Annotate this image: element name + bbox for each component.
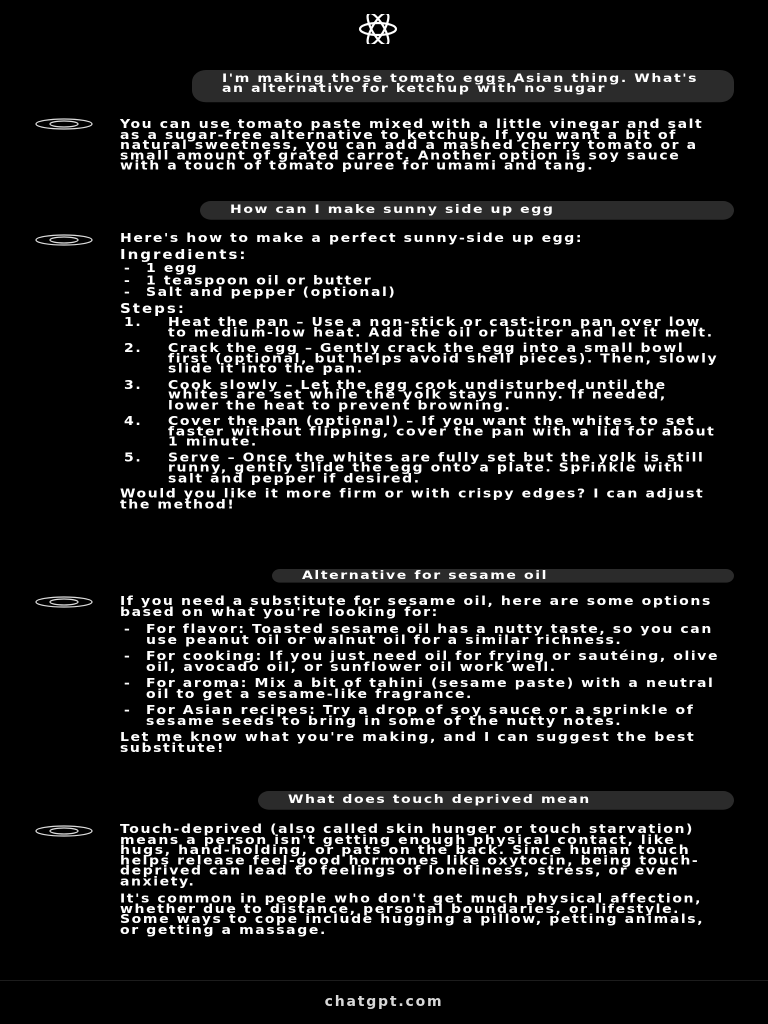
- openai-logo-icon: [330, 14, 426, 44]
- list-item: [120, 676, 720, 701]
- list-item: [120, 315, 720, 340]
- assistant-message: [120, 822, 720, 938]
- user-message-text: How can I make sunny side up egg: [230, 202, 555, 217]
- list-item: [120, 377, 720, 413]
- step-number: 1.: [124, 315, 143, 330]
- list-item: - Salt and pepper (optional): [120, 288, 720, 298]
- step-number: 2.: [124, 341, 143, 356]
- assistant-message: [120, 117, 720, 174]
- step-text: – Once the whites are fully set but the yolk is still runny, gently slide the egg onto a plate. Sprinkle with salt and pepper if desired.: [168, 450, 705, 486]
- chatgpt-avatar-icon: [34, 118, 94, 130]
- user-message: [192, 70, 734, 102]
- step-number: 3.: [124, 377, 143, 392]
- ingredients-heading: Ingredients:: [120, 246, 248, 263]
- step-number: 4.: [124, 414, 143, 429]
- step-number: 5.: [124, 450, 143, 465]
- list-item: [120, 414, 720, 450]
- paragraph: It's common in people who don't get much physical affection, whether due to distance, personal boundaries, or lifestyle. Some ways to cope include hugging a pillow, petting animals, or getting a massage.: [120, 891, 705, 938]
- user-message-text: Alternative for sesame oil: [302, 569, 548, 583]
- assistant-message: [120, 594, 720, 755]
- user-message-text: I'm making those tomato eggs Asian thing. What's an alternative for ketchup with no sugar: [222, 71, 699, 96]
- step-title: Heat the pan: [168, 315, 290, 330]
- chatgpt-avatar-icon: [34, 596, 94, 608]
- footer-domain[interactable]: chatgpt.com: [324, 994, 444, 1010]
- assistant-message: [120, 231, 720, 512]
- intro-text: Here's how to make a perfect sunny-side up egg:: [120, 231, 584, 246]
- user-message: [200, 201, 734, 220]
- list-item: [120, 622, 720, 647]
- options-list: [120, 622, 720, 728]
- option-text: Mix a bit of tahini (sesame paste) with a neutral oil to get a sesame-like fragrance.: [146, 676, 715, 701]
- step-title: Crack the egg: [168, 341, 299, 356]
- option-title: For aroma:: [146, 676, 248, 691]
- list-item: - 1 teaspoon oil or butter: [120, 276, 720, 286]
- list-item: [120, 649, 720, 674]
- option-text: Toasted sesame oil has a nutty taste, so you can use peanut oil or walnut oil for a similar richness.: [146, 622, 713, 647]
- chatgpt-avatar-icon: [34, 825, 94, 837]
- step-title: Serve: [168, 450, 222, 465]
- paragraph: Touch-deprived (also called skin hunger or touch starvation) means a person isn't getting enough physical contact, like hugs, hand-holding, or pats on the back. Since human touch helps release feel-good hormones like oxytocin, being touch-deprived can lead to feelings of loneliness, stress, or even anxiety.: [120, 822, 700, 889]
- assistant-message-text: You can use tomato paste mixed with a little vinegar and salt as a sugar-free alternative to ketchup. If you want a bit of natural sweetness, you can add a mashed cherry tomato or a small amount of grated carrot. Another option is soy sauce with a touch of tomato puree for umami and tang.: [120, 117, 704, 174]
- steps-list: [120, 315, 720, 486]
- user-message-text: What does touch deprived mean: [288, 792, 591, 807]
- step-title: Cover the pan (optional): [168, 414, 400, 429]
- list-item: - 1 egg: [120, 264, 720, 274]
- ingredients-list: [120, 261, 720, 300]
- step-text: – If you want the whites to set faster without flipping, cover the pan with a lid for about 1 minute.: [168, 414, 716, 450]
- option-text: If you just need oil for frying or sautéing, olive oil, avocado oil, or sunflower oil work well.: [146, 649, 720, 674]
- steps-heading: Steps:: [120, 300, 186, 317]
- step-text: – Use a non-stick or cast-iron pan over low to medium-low heat. Add the oil or butter and let it melt.: [168, 315, 714, 340]
- user-message: [272, 569, 734, 583]
- user-message: [258, 791, 734, 810]
- step-title: Cook slowly: [168, 377, 279, 392]
- option-title: For flavor:: [146, 622, 246, 637]
- list-item: [120, 703, 720, 728]
- step-text: – Let the egg cook undisturbed until the whites are set while the yolk stays runny. If needed, lower the heat to prevent browning.: [168, 377, 667, 413]
- intro-text: If you need a substitute for sesame oil, here are some options based on what you're looking for:: [120, 594, 712, 620]
- outro-text: Let me know what you're making, and I can suggest the best substitute!: [120, 730, 696, 755]
- option-title: For Asian recipes:: [146, 703, 317, 718]
- step-text: – Gently crack the egg into a small bowl first (optional, but helps avoid shell pieces). Then, slowly slide it into the pan.: [168, 341, 719, 377]
- option-title: For cooking:: [146, 649, 263, 664]
- footer-divider: [0, 980, 768, 981]
- list-item: [120, 341, 720, 377]
- chatgpt-avatar-icon: [34, 234, 94, 246]
- option-text: Try a drop of soy sauce or a sprinkle of sesame seeds to bring in some of the nutty notes.: [146, 703, 695, 728]
- outro-text: Would you like it more firm or with crispy edges? I can adjust the method!: [120, 486, 705, 512]
- list-item: [120, 450, 720, 486]
